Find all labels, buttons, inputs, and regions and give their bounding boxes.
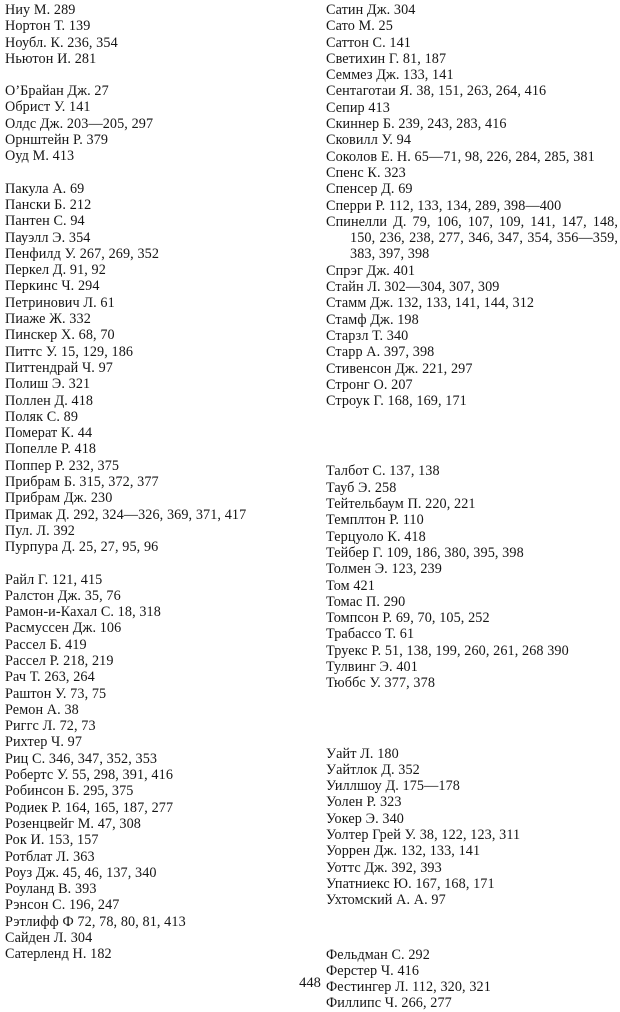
index-entry: Пенфилд У. 267, 269, 352 <box>5 245 160 262</box>
index-entry: Пакула А. 69 <box>5 180 85 197</box>
index-entry: Раштон У. 73, 75 <box>5 685 107 702</box>
index-entry: Ралстон Дж. 35, 76 <box>5 587 121 604</box>
index-group-r <box>5 572 305 963</box>
index-entry: Ньютон И. 281 <box>5 50 97 67</box>
index-entry: Уоррен Дж. 132, 133, 141 <box>326 843 481 860</box>
index-entry: Стамф Дж. 198 <box>326 311 419 328</box>
index-entry: Фестингер Л. 112, 320, 321 <box>326 979 491 996</box>
index-entry: Строук Г. 168, 169, 171 <box>326 393 467 410</box>
index-entry: Прибрам Б. 315, 372, 377 <box>5 474 159 491</box>
index-entry: Соколов Е. Н. 65—71, 98, 226, 284, 285, 381 <box>326 148 595 165</box>
index-group-o <box>5 83 305 164</box>
index-entry: Перкинс Ч. 294 <box>5 278 100 295</box>
group-gap <box>326 409 618 463</box>
index-entry: Томпсон Р. 69, 70, 105, 252 <box>326 610 490 627</box>
index-group-u <box>326 746 618 909</box>
index-entry: Толмен Э. 123, 239 <box>326 561 442 578</box>
index-entry: Риц С. 346, 347, 352, 353 <box>5 750 158 767</box>
index-entry: Сайден Л. 304 <box>5 930 93 947</box>
index-entry: Роуланд В. 393 <box>5 881 97 898</box>
index-entry: Уиллшоу Д. 175—178 <box>326 778 460 795</box>
index-group-p <box>5 181 305 556</box>
index-entry: Померат К. 44 <box>5 425 93 442</box>
index-group-t <box>326 463 618 691</box>
index-entry: Питтендрай Ч. 97 <box>5 359 113 376</box>
index-entry: Том 421 <box>326 577 375 594</box>
index-entry: Ниу М. 289 <box>5 2 76 18</box>
index-entry: Пинскер Х. 68, 70 <box>5 327 115 344</box>
group-gap <box>5 67 305 83</box>
index-entry: Скиннер Б. 239, 243, 283, 416 <box>326 116 507 133</box>
index-entry: Сато М. 25 <box>326 18 393 35</box>
index-entry: Рассел Б. 419 <box>5 636 87 653</box>
index-entry: Филлипс Ч. 266, 277 <box>326 995 452 1012</box>
group-gap <box>5 165 305 181</box>
index-entry: Стамм Дж. 132, 133, 141, 144, 312 <box>326 295 535 312</box>
index-entry: Робинсон Б. 295, 375 <box>5 783 134 800</box>
index-entry: Спрэг Дж. 401 <box>326 262 416 279</box>
index-entry: Полиш Э. 321 <box>5 376 91 393</box>
index-entry: Оуд М. 413 <box>5 148 75 165</box>
index-entry: Упатниекс Ю. 167, 168, 171 <box>326 875 495 892</box>
index-entry: Спенсер Д. 69 <box>326 181 413 198</box>
index-entry: Олдс Дж. 203—205, 297 <box>5 115 154 132</box>
index-entry: Пауэлл Э. 354 <box>5 229 91 246</box>
index-entry: Питтс У. 15, 129, 186 <box>5 343 134 360</box>
index-entry: Терцуоло К. 418 <box>326 528 426 545</box>
index-entry: Тулвинг Э. 401 <box>326 658 418 675</box>
index-entry: Рач Т. 263, 264 <box>5 669 95 686</box>
index-entry: Поляк С. 89 <box>5 408 79 425</box>
index-entry: Уолен Р. 323 <box>326 794 402 811</box>
index-entry: Прибрам Дж. 230 <box>5 490 113 507</box>
index-entry: Рэнсон С. 196, 247 <box>5 897 120 914</box>
index-entry: Уолтер Грей У. 38, 122, 123, 311 <box>326 827 521 844</box>
index-entry: Сперри Р. 112, 133, 134, 289, 398—400 <box>326 197 562 214</box>
group-gap <box>5 556 305 572</box>
index-entry: Уайт Л. 180 <box>326 745 399 762</box>
index-entry: Родиек Р. 164, 165, 187, 277 <box>5 799 174 816</box>
index-entry: Обрист У. 141 <box>5 99 91 116</box>
index-entry: Старр А. 397, 398 <box>326 344 435 361</box>
index-entry: Тейтельбаум П. 220, 221 <box>326 496 476 513</box>
index-entry: Рассел Р. 218, 219 <box>5 652 114 669</box>
index-entry: Сатерленд Н. 182 <box>5 946 112 963</box>
index-entry: Расмуссен Дж. 106 <box>5 620 122 637</box>
index-entry: Сентаготаи Я. 38, 151, 263, 264, 416 <box>326 83 547 100</box>
index-entry: Трабассо Т. 61 <box>326 626 415 643</box>
index-entry: Роуз Дж. 45, 46, 137, 340 <box>5 864 157 881</box>
index-entry: Стивенсон Дж. 221, 297 <box>326 360 473 377</box>
index-entry: Розенцвейг М. 47, 308 <box>5 815 141 832</box>
index-entry: Петринович Л. 61 <box>5 294 115 311</box>
index-entry: Труекс Р. 51, 138, 199, 260, 261, 268 390 <box>326 642 569 659</box>
index-entry: Пул. Л. 392 <box>5 522 75 539</box>
index-entry: Пурпура Д. 25, 27, 95, 96 <box>5 539 159 556</box>
index-entry: Ротблат Л. 363 <box>5 848 95 865</box>
index-entry: Орнштейн Р. 379 <box>5 132 109 149</box>
index-entry: Уокер Э. 340 <box>326 810 404 827</box>
index-entry: Перкел Д. 91, 92 <box>5 262 106 279</box>
index-group-s <box>326 2 618 409</box>
index-entry: Фельдман С. 292 <box>326 946 430 963</box>
index-entry: Тауб Э. 258 <box>326 479 397 496</box>
index-entry: Сатин Дж. 304 <box>326 2 416 18</box>
page-number: 448 <box>299 975 321 991</box>
index-entry: Пански Б. 212 <box>5 196 92 213</box>
index-entry: Райл Г. 121, 415 <box>5 571 103 588</box>
index-entry: Сепир 413 <box>326 99 390 116</box>
index-entry: Пантен С. 94 <box>5 213 85 230</box>
index-entry: Пиаже Ж. 332 <box>5 311 91 328</box>
index-entry: Талбот С. 137, 138 <box>326 463 440 480</box>
index-entry: Уоттс Дж. 392, 393 <box>326 859 442 876</box>
index-entry: Семмез Дж. 133, 141 <box>326 67 454 84</box>
index-entry: Тюббс У. 377, 378 <box>326 675 436 692</box>
index-entry: Ферстер Ч. 416 <box>326 962 420 979</box>
index-group-n <box>5 2 305 67</box>
index-entry: Сковилл У. 94 <box>326 132 412 149</box>
group-gap <box>326 909 618 947</box>
index-entry: Стронг О. 207 <box>326 376 413 393</box>
index-entry: Ноубл. К. 236, 354 <box>5 34 118 51</box>
index-entry: Спинелли Д. 79, 106, 107, 109, 141, 147, 148, 150, 236, 238, 277, 346, 347, 354, 356—359, 383, 397, 398 <box>326 213 618 263</box>
index-entry: Томас П. 290 <box>326 593 406 610</box>
index-entry: Тейбер Г. 109, 186, 380, 395, 398 <box>326 544 524 561</box>
index-entry: Старзл Т. 340 <box>326 327 409 344</box>
index-entry: Рихтер Ч. 97 <box>5 734 83 751</box>
index-entry: Примак Д. 292, 324—326, 369, 371, 417 <box>5 506 247 523</box>
group-gap <box>326 692 618 746</box>
index-entry: Стайн Л. 302—304, 307, 309 <box>326 279 500 296</box>
index-entry: Рэтлифф Ф 72, 78, 80, 81, 413 <box>5 913 186 930</box>
index-entry: Робертс У. 55, 298, 391, 416 <box>5 767 174 784</box>
index-entry: Рамон-и-Кахал С. 18, 318 <box>5 604 161 621</box>
index-entry: О’Брайан Дж. 27 <box>5 83 109 100</box>
index-entry: Уайтлок Д. 352 <box>326 761 420 778</box>
index-entry: Ремон А. 38 <box>5 701 79 718</box>
index-entry: Поппер Р. 232, 375 <box>5 457 120 474</box>
index-column-left <box>5 2 305 963</box>
index-column-right <box>326 2 618 1012</box>
index-entry: Саттон С. 141 <box>326 34 411 51</box>
index-entry: Нортон Т. 139 <box>5 18 91 35</box>
index-entry: Темплтон Р. 110 <box>326 512 424 529</box>
index-entry: Спенс К. 323 <box>326 164 406 181</box>
index-entry: Попелле Р. 418 <box>5 441 97 458</box>
index-entry: Светихин Г. 81, 187 <box>326 50 447 67</box>
index-entry: Риггс Л. 72, 73 <box>5 718 96 735</box>
index-entry: Рок И. 153, 157 <box>5 832 99 849</box>
index-entry: Поллен Д. 418 <box>5 392 94 409</box>
index-entry: Ухтомский А. А. 97 <box>326 892 446 909</box>
